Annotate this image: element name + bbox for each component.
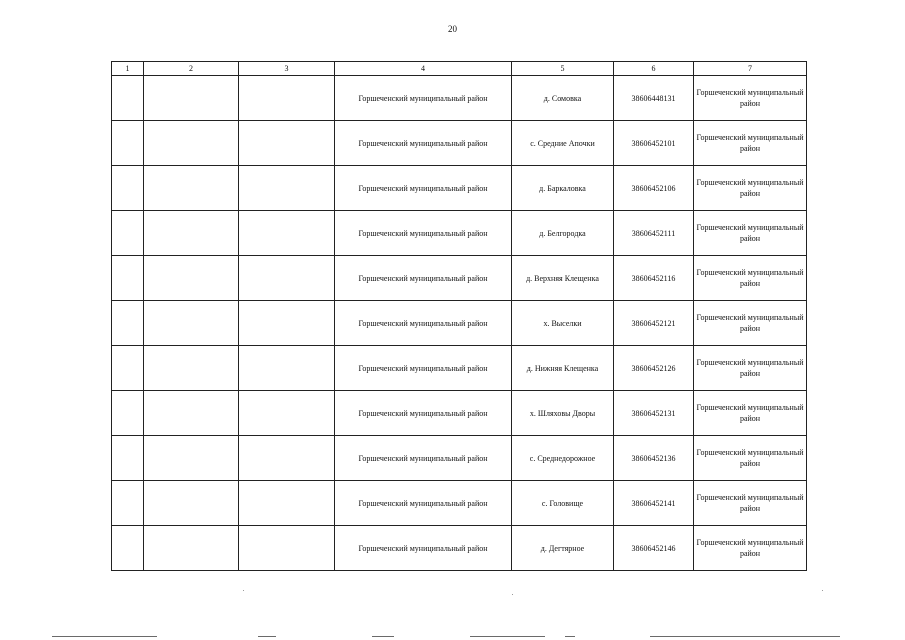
table-row: [112, 256, 807, 301]
cell-settlement: д. Сомовка: [512, 76, 614, 121]
cell-col2: [144, 436, 239, 481]
table-body: [112, 76, 807, 571]
cell-col1: [112, 121, 144, 166]
cell-settlement: х. Выселки: [512, 301, 614, 346]
column-header-6: 6: [614, 62, 694, 76]
header-row: [112, 62, 807, 76]
cell-col1: [112, 481, 144, 526]
cell-district: Горшеченский муниципальный район: [335, 211, 512, 256]
column-header-2: 2: [144, 62, 239, 76]
cell-col3: [239, 121, 335, 166]
cell-col2: [144, 391, 239, 436]
table-row: [112, 391, 807, 436]
table-row: [112, 301, 807, 346]
page-number: 20: [448, 24, 457, 34]
scan-edge-line: [372, 636, 394, 637]
cell-municipality: Горшеченский муниципальный район: [694, 436, 807, 481]
cell-col2: [144, 481, 239, 526]
cell-col3: [239, 76, 335, 121]
cell-col3: [239, 526, 335, 571]
table-row: [112, 526, 807, 571]
cell-col3: [239, 391, 335, 436]
cell-settlement: с. Среднедорожное: [512, 436, 614, 481]
cell-code: 38606452136: [614, 436, 694, 481]
cell-col2: [144, 346, 239, 391]
cell-col1: [112, 301, 144, 346]
cell-col2: [144, 256, 239, 301]
cell-code: 38606452131: [614, 391, 694, 436]
cell-municipality: Горшеченский муниципальный район: [694, 301, 807, 346]
table-row: [112, 211, 807, 256]
cell-code: 38606452146: [614, 526, 694, 571]
cell-district: Горшеченский муниципальный район: [335, 121, 512, 166]
cell-col3: [239, 436, 335, 481]
cell-settlement: д. Дегтярное: [512, 526, 614, 571]
cell-col3: [239, 346, 335, 391]
cell-col1: [112, 256, 144, 301]
cell-municipality: Горшеченский муниципальный район: [694, 76, 807, 121]
cell-district: Горшеченский муниципальный район: [335, 346, 512, 391]
column-header-4: 4: [335, 62, 512, 76]
cell-code: 38606452126: [614, 346, 694, 391]
cell-settlement: с. Средние Апочки: [512, 121, 614, 166]
cell-settlement: д. Верхняя Клещенка: [512, 256, 614, 301]
cell-district: Горшеченский муниципальный район: [335, 256, 512, 301]
scan-speck: [512, 594, 513, 595]
settlements-table: [111, 61, 807, 571]
column-header-1: 1: [112, 62, 144, 76]
cell-district: Горшеченский муниципальный район: [335, 391, 512, 436]
cell-settlement: д. Баркаловка: [512, 166, 614, 211]
cell-district: Горшеченский муниципальный район: [335, 166, 512, 211]
table-row: [112, 436, 807, 481]
cell-municipality: Горшеченский муниципальный район: [694, 526, 807, 571]
cell-col3: [239, 211, 335, 256]
cell-municipality: Горшеченский муниципальный район: [694, 391, 807, 436]
cell-col1: [112, 211, 144, 256]
cell-col2: [144, 166, 239, 211]
cell-col1: [112, 391, 144, 436]
scan-edge-line: [650, 636, 840, 637]
column-header-3: 3: [239, 62, 335, 76]
scan-edge-line: [52, 636, 157, 637]
table-row: [112, 346, 807, 391]
cell-col1: [112, 526, 144, 571]
column-header-7: 7: [694, 62, 807, 76]
table-row: [112, 481, 807, 526]
cell-district: Горшеченский муниципальный район: [335, 301, 512, 346]
cell-code: 38606452121: [614, 301, 694, 346]
scan-speck: [822, 590, 823, 591]
cell-settlement: д. Белгородка: [512, 211, 614, 256]
table-header: [112, 62, 807, 76]
cell-code: 38606448131: [614, 76, 694, 121]
table-row: [112, 121, 807, 166]
scan-speck: [243, 590, 244, 591]
cell-code: 38606452111: [614, 211, 694, 256]
cell-municipality: Горшеченский муниципальный район: [694, 121, 807, 166]
cell-col3: [239, 256, 335, 301]
cell-col2: [144, 211, 239, 256]
cell-code: 38606452141: [614, 481, 694, 526]
scan-edge-line: [258, 636, 276, 637]
cell-col1: [112, 166, 144, 211]
cell-col1: [112, 346, 144, 391]
cell-municipality: Горшеченский муниципальный район: [694, 211, 807, 256]
scan-edge-line: [565, 636, 575, 637]
cell-col3: [239, 166, 335, 211]
cell-col3: [239, 301, 335, 346]
cell-col2: [144, 301, 239, 346]
cell-settlement: д. Нижняя Клещенка: [512, 346, 614, 391]
cell-municipality: Горшеченский муниципальный район: [694, 166, 807, 211]
cell-municipality: Горшеченский муниципальный район: [694, 256, 807, 301]
cell-district: Горшеченский муниципальный район: [335, 436, 512, 481]
cell-settlement: х. Шляховы Дворы: [512, 391, 614, 436]
cell-municipality: Горшеченский муниципальный район: [694, 481, 807, 526]
cell-col2: [144, 526, 239, 571]
scan-edge-line: [470, 636, 545, 637]
cell-district: Горшеченский муниципальный район: [335, 76, 512, 121]
cell-col1: [112, 76, 144, 121]
table-row: [112, 76, 807, 121]
cell-district: Горшеченский муниципальный район: [335, 481, 512, 526]
cell-col3: [239, 481, 335, 526]
cell-code: 38606452106: [614, 166, 694, 211]
cell-municipality: Горшеченский муниципальный район: [694, 346, 807, 391]
cell-col1: [112, 436, 144, 481]
cell-col2: [144, 121, 239, 166]
cell-district: Горшеченский муниципальный район: [335, 526, 512, 571]
cell-code: 38606452101: [614, 121, 694, 166]
cell-code: 38606452116: [614, 256, 694, 301]
table-row: [112, 166, 807, 211]
cell-col2: [144, 76, 239, 121]
cell-settlement: с. Головище: [512, 481, 614, 526]
column-header-5: 5: [512, 62, 614, 76]
